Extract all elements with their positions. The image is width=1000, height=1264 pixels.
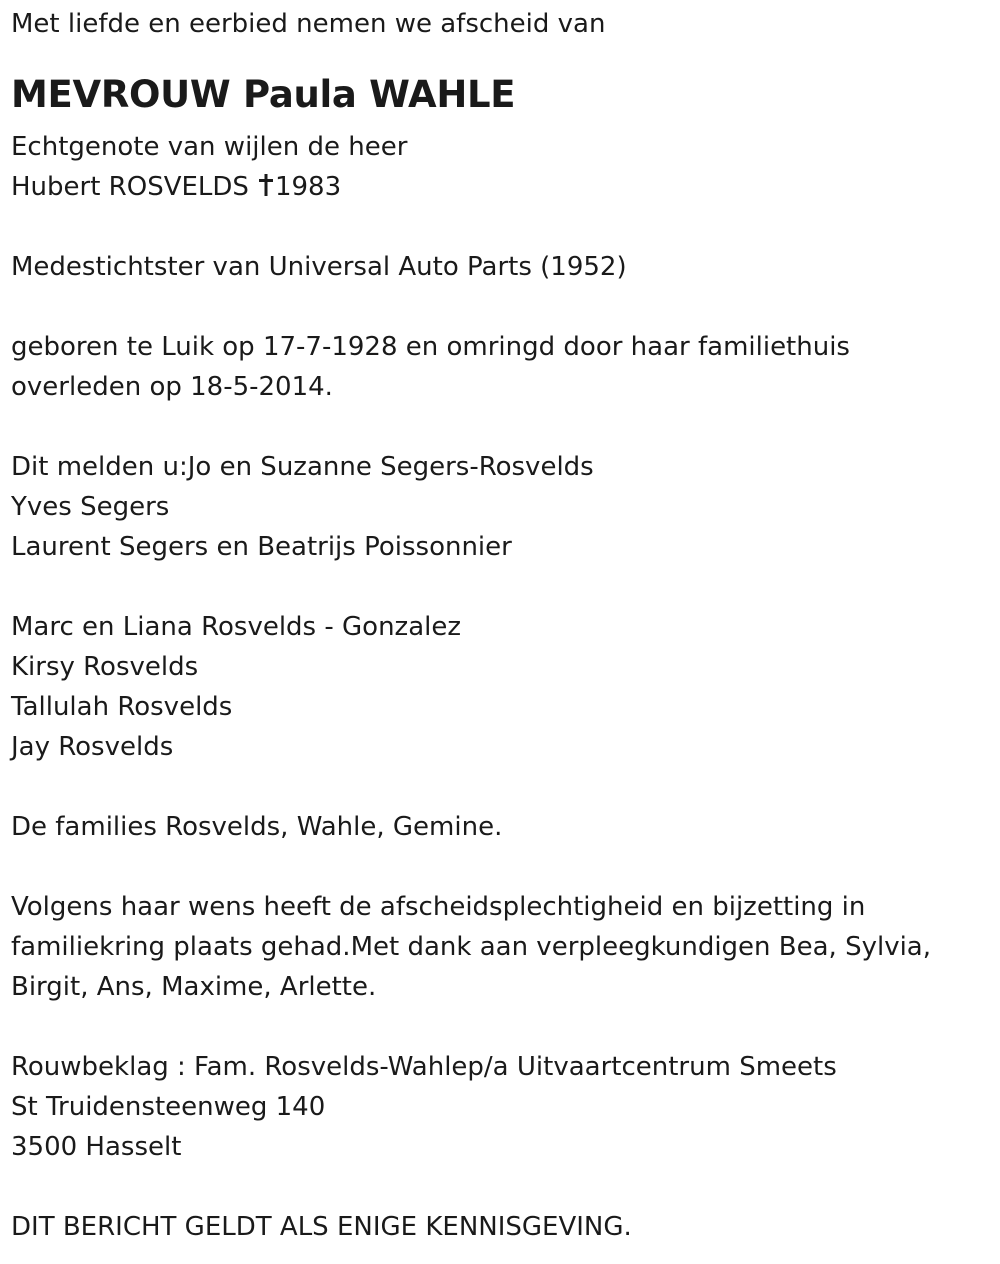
family-line: Dit melden u:Jo en Suzanne Segers-Rosvelds (11, 452, 594, 482)
spacer (11, 767, 991, 807)
spacer (11, 1167, 991, 1207)
family-line: Tallulah Rosvelds (11, 692, 233, 722)
spouse-name-line (11, 167, 991, 207)
obituary-document (11, 4, 991, 1247)
intro-text: Met liefde en eerbied nemen we afscheid van (11, 9, 606, 39)
wish-line: familiekring plaats gehad.Met dank aan verpleegkundigen Bea, Sylvia, (11, 932, 932, 962)
notice-text: DIT BERICHT GELDT ALS ENIGE KENNISGEVING. (11, 1212, 632, 1242)
family-line: Marc en Liana Rosvelds - Gonzalez (11, 612, 461, 642)
condolence-line: St Truidensteenweg 140 (11, 1092, 326, 1122)
condolence-line: Rouwbeklag : Fam. Rosvelds-Wahlep/a Uitvaartcentrum Smeets (11, 1052, 837, 1082)
spacer (11, 567, 991, 607)
deceased-name: MEVROUW Paula WAHLE (11, 73, 516, 116)
death-line: overleden op 18-5-2014. (11, 372, 333, 402)
birth-line: geboren te Luik op 17-7-1928 en omringd door haar familiethuis (11, 332, 850, 362)
spouse-line: Echtgenote van wijlen de heer (11, 132, 408, 162)
spouse-name: Hubert ROSVELDS (11, 172, 249, 202)
family-line: Kirsy Rosvelds (11, 652, 199, 682)
wish-line: Birgit, Ans, Maxime, Arlette. (11, 972, 377, 1002)
family-line: Laurent Segers en Beatrijs Poissonnier (11, 532, 512, 562)
founder-text: Medestichtster van Universal Auto Parts (1952) (11, 252, 627, 282)
family-line: Jay Rosvelds (11, 732, 174, 762)
spacer (11, 1007, 991, 1047)
condolence-line: 3500 Hasselt (11, 1132, 182, 1162)
families-text: De families Rosvelds, Wahle, Gemine. (11, 812, 503, 842)
family-line: Yves Segers (11, 492, 170, 522)
spouse-death-year: 1983 (274, 172, 342, 202)
latin-cross-icon (259, 174, 273, 196)
spacer (11, 207, 991, 247)
wish-line: Volgens haar wens heeft de afscheidsplechtigheid en bijzetting in (11, 892, 866, 922)
spacer (11, 407, 991, 447)
spacer (11, 287, 991, 327)
spacer (11, 847, 991, 887)
